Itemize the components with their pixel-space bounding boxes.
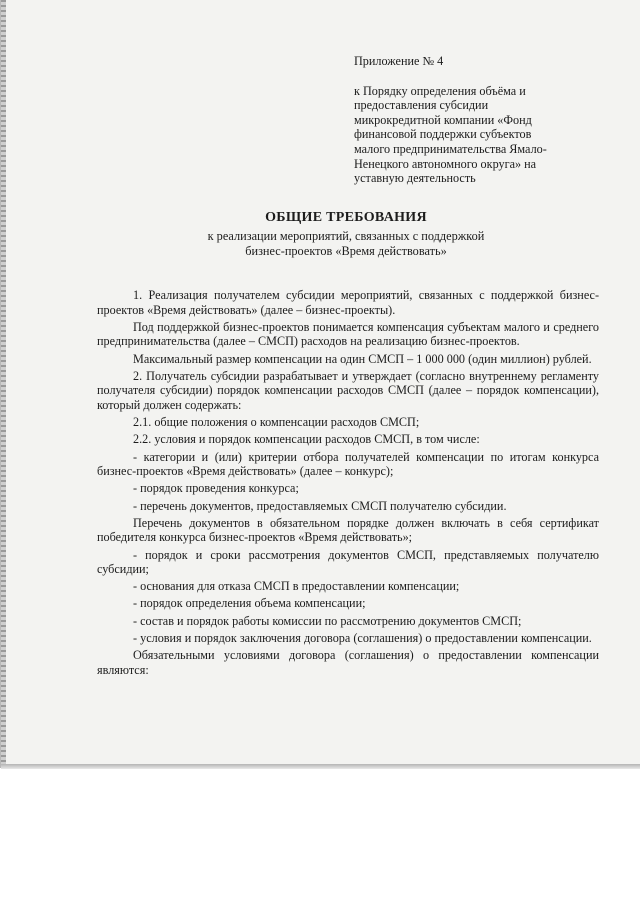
paragraph: Максимальный размер компенсации на один СМСП – 1 000 000 (один миллион) рублей.	[133, 351, 592, 366]
paragraph: - состав и порядок работы комиссии по рассмотрению документов СМСП;	[133, 613, 522, 628]
paragraph: - порядок и сроки рассмотрения документов СМСП, представляемых получателю субсидии;	[97, 547, 599, 577]
document-subtitle: к реализации мероприятий, связанных с поддержкой бизнес-проектов «Время действовать»	[207, 229, 485, 258]
paragraph: - условия и порядок заключения договора (соглашения) о предоставлении компенсации.	[133, 630, 592, 645]
annex-block	[354, 54, 614, 186]
paragraph: Перечень документов в обязательном порядке должен включать в себя сертификат победителя конкурса бизнес-проектов «Время действовать»;	[97, 515, 599, 545]
paragraph: Под поддержкой бизнес-проектов понимается компенсация субъектам малого и среднего предпринимательства (далее – СМСП) расходов на реализацию бизнес-проектов.	[97, 319, 599, 349]
paragraph: - основания для отказа СМСП в предоставлении компенсации;	[133, 579, 460, 594]
page-bottom-edge	[1, 764, 640, 769]
document-body	[97, 288, 599, 680]
paragraph: - перечень документов, предоставляемых СМСП получателю субсидии.	[133, 498, 507, 513]
annex-text: к Порядку определения объёма и предоставления субсидии микрокредитной компании «Фонд финансовой поддержки субъектов малого предпринимательства Ямало- Ненецкого автономного округа» на уставную деятельность	[354, 83, 547, 186]
paragraph: - порядок определения объема компенсации;	[133, 596, 366, 611]
document-title: ОБЩИЕ ТРЕБОВАНИЯ	[265, 210, 427, 225]
paragraph: Обязательными условиями договора (соглашения) о предоставлении компенсации являются:	[97, 647, 599, 677]
annex-number: Приложение № 4	[354, 54, 444, 68]
paragraph: 2.2. условия и порядок компенсации расходов СМСП, в том числе:	[133, 432, 480, 447]
paragraph: 1. Реализация получателем субсидии мероприятий, связанных с поддержкой бизнес-проектов «Время действовать» (далее – бизнес-проекты).	[97, 288, 599, 317]
paragraph: - категории и (или) критерии отбора получателей компенсации по итогам конкурса бизнес-проектов «Время действовать» (далее – конкурс);	[97, 449, 599, 479]
page-left-edge	[1, 0, 6, 768]
paragraph: 2.1. общие положения о компенсации расходов СМСП;	[133, 415, 420, 430]
paragraph: 2. Получатель субсидии разрабатывает и утверждает (согласно внутреннему регламенту получателя субсидии) порядок компенсации расходов СМСП (далее – порядок компенсации), который должен содержать:	[97, 368, 599, 413]
paragraph: - порядок проведения конкурса;	[133, 481, 299, 496]
